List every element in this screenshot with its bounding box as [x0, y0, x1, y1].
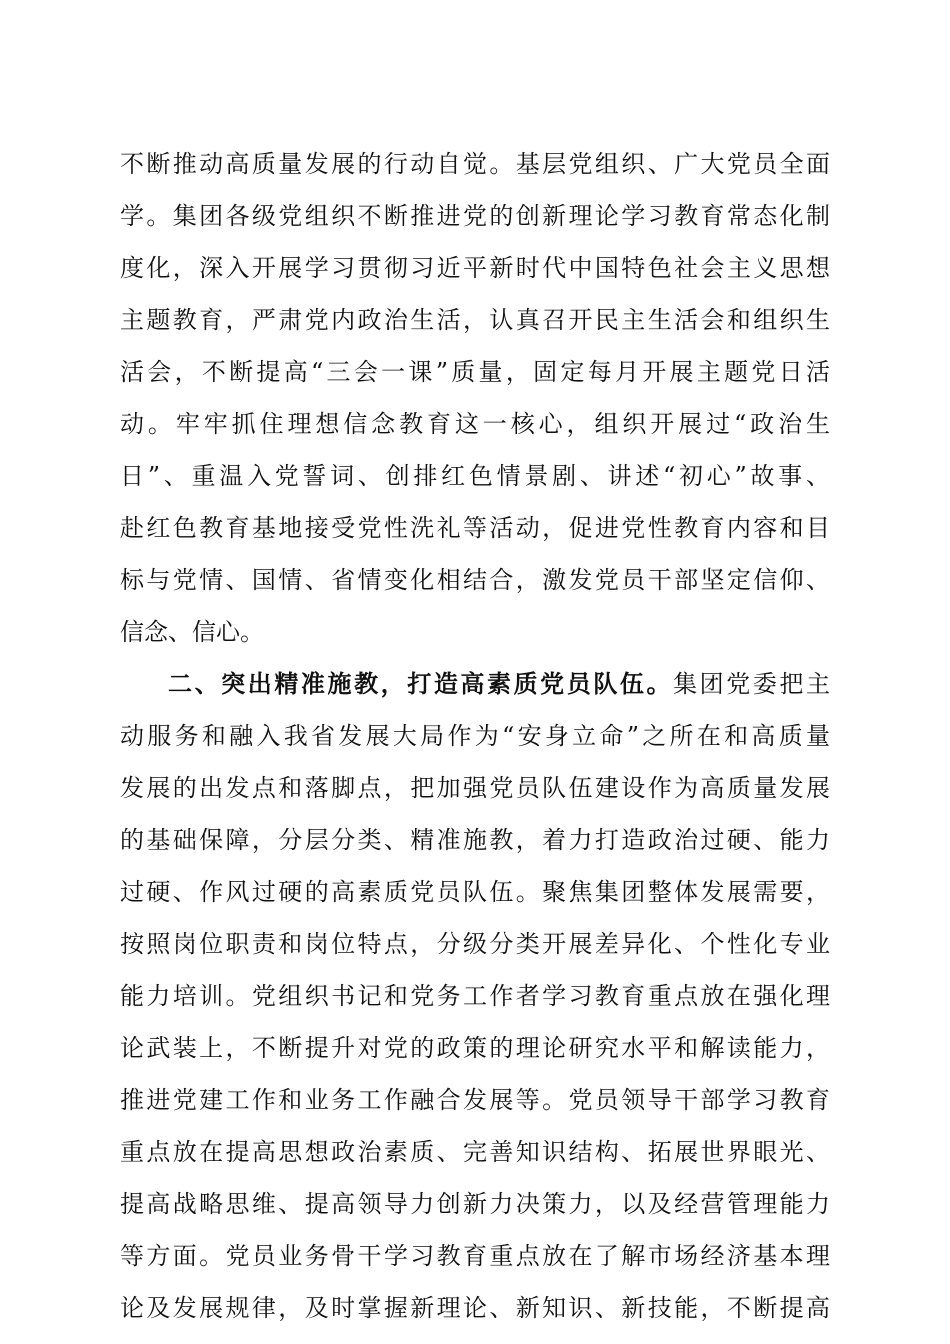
paragraph-1-line: 信念、信心。: [120, 618, 264, 646]
paragraph-1-line: 标与党情、国情、省情变化相结合，激发党员干部坚定信仰、: [120, 566, 830, 594]
paragraph-2-line: 重点放在提高思想政治素质、完善知识结构、拓展世界眼光、: [120, 1138, 830, 1166]
paragraph-2-line: 论武装上，不断提升对党的政策的理论研究水平和解读能力，: [120, 1034, 830, 1062]
paragraph-1-line: 赴红色教育基地接受党性洗礼等活动，促进党性教育内容和目: [120, 514, 830, 542]
paragraph-1-line: 主题教育，严肃党内政治生活，认真召开民主生活会和组织生: [120, 306, 830, 334]
paragraph-2-line: 发展的出发点和落脚点，把加强党员队伍建设作为高质量发展: [120, 774, 830, 802]
paragraph-1-line: 不断推动高质量发展的行动自觉。基层党组织、广大党员全面: [120, 150, 830, 178]
paragraph-2-line: 动服务和融入我省发展大局作为“安身立命”之所在和高质量: [120, 722, 830, 750]
paragraph-2-line: 的基础保障，分层分类、精准施教，着力打造政治过硬、能力: [120, 826, 830, 854]
paragraph-1-line: 动。牢牢抓住理想信念教育这一核心，组织开展过“政治生: [120, 410, 830, 438]
section-heading: 二、突出精准施教，打造高素质党员队伍。: [168, 669, 674, 698]
paragraph-1-line: 度化，深入开展学习贯彻习近平新时代中国特色社会主义思想: [120, 254, 830, 282]
paragraph-2-line: 等方面。党员业务骨干学习教育重点放在了解市场经济基本理: [120, 1242, 830, 1270]
paragraph-1-line: 学。集团各级党组织不断推进党的创新理论学习教育常态化制: [120, 202, 830, 230]
paragraph-2-line: 能力培训。党组织书记和党务工作者学习教育重点放在强化理: [120, 982, 830, 1010]
paragraph-1-line: 活会，不断提高“三会一课”质量，固定每月开展主题党日活: [120, 358, 830, 386]
paragraph-2-line: 过硬、作风过硬的高素质党员队伍。聚焦集团整体发展需要，: [120, 878, 830, 906]
paragraph-2-line: 推进党建工作和业务工作融合发展等。党员领导干部学习教育: [120, 1086, 830, 1114]
paragraph-2-line: 论及发展规律，及时掌握新理论、新知识、新技能，不断提高: [120, 1294, 830, 1322]
paragraph-1-line: 日”、重温入党誓词、创排红色情景剧、讲述“初心”故事、: [120, 462, 830, 490]
paragraph-2-line: 提高战略思维、提高领导力创新力决策力，以及经营管理能力: [120, 1190, 830, 1218]
paragraph-2-first-line-text: 集团党委把主: [673, 670, 830, 698]
paragraph-2-first-line: [168, 664, 830, 704]
paragraph-2-line: 按照岗位职责和岗位特点，分级分类开展差异化、个性化专业: [120, 930, 830, 958]
